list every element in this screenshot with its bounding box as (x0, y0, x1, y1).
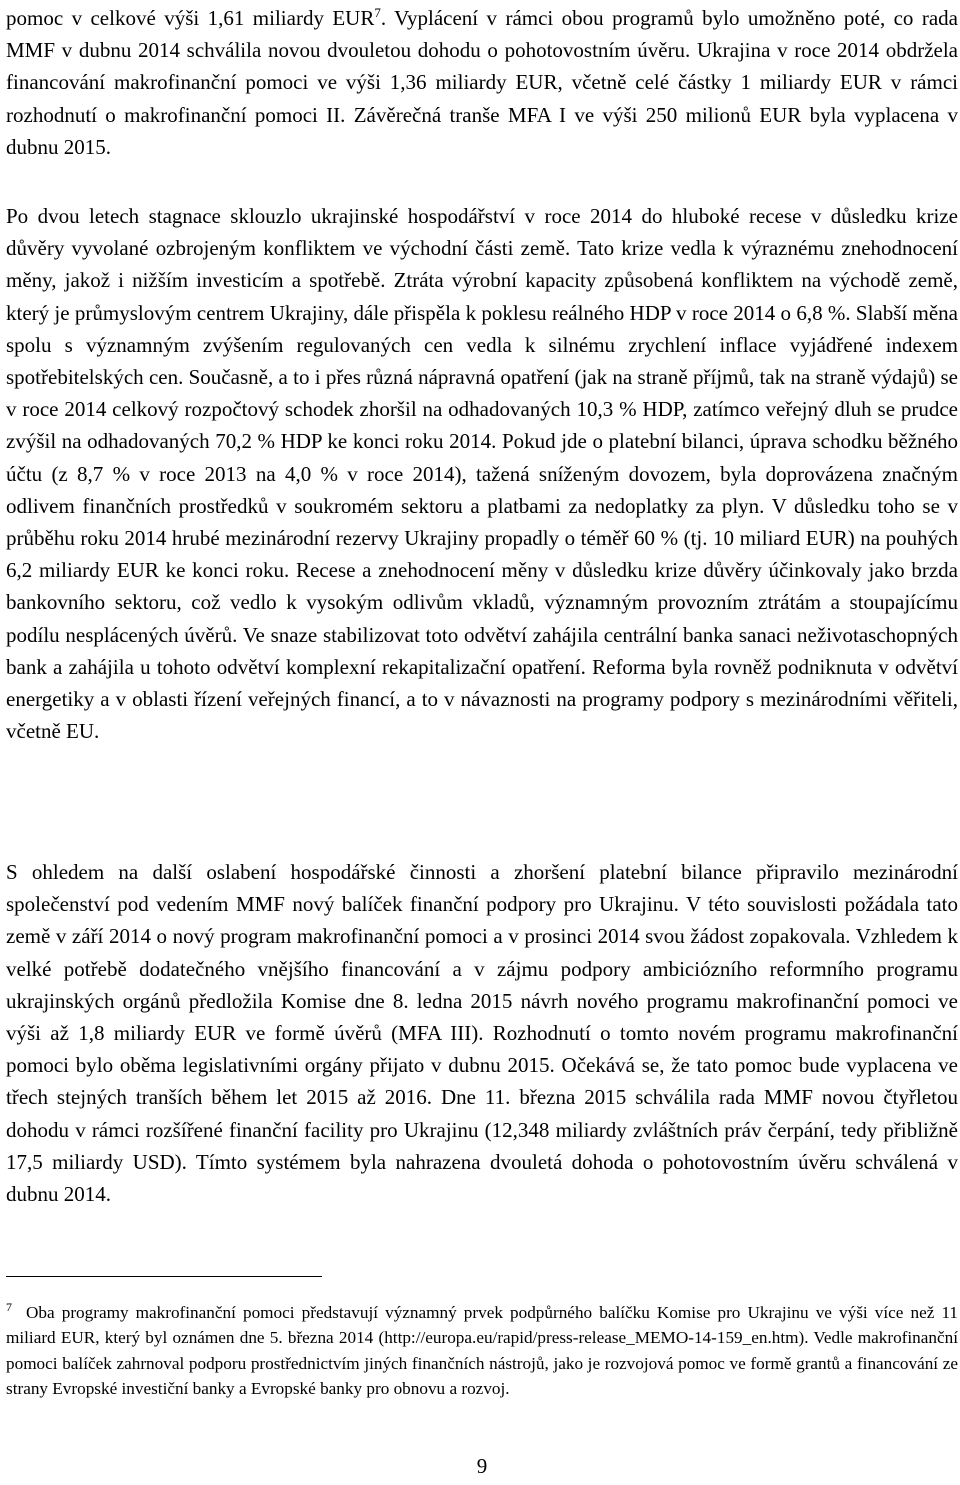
footnote-separator (6, 1276, 322, 1277)
paragraph-2: Po dvou letech stagnace sklouzlo ukrajinské hospodářství v roce 2014 do hluboké recese v důsledku krize důvěry vyvolané ozbrojeným konfliktem ve východní části země. Tato krize vedla k výraznému znehodnocení měny, jakož i nižším investicím a spotřebě. Ztráta výrobní kapacity způsobená konfliktem na východě země, který je průmyslovým centrem Ukrajiny, dále přispěla k poklesu reálného HDP v roce 2014 o 6,8 %. Slabší měna spolu s významným zvýšením regulovaných cen vedla k silnému zrychlení inflace vyjádřené indexem spotřebitelských cen. Současně, a to i přes různá nápravná opatření (jak na straně příjmů, tak na straně výdajů) se v roce 2014 celkový rozpočtový schodek zhoršil na odhadovaných 10,3 % HDP, zatímco veřejný dluh se prudce zvýšil na odhadovaných 70,2 % HDP ke konci roku 2014. Pokud jde o platební bilanci, úprava schodku běžného účtu (z 8,7 % v roce 2013 na 4,0 % v roce 2014), tažená sníženým dovozem, byla doprovázena značným odlivem finančních prostředků v soukromém sektoru a platbami za nedoplatky za plyn. V důsledku toho se v průběhu roku 2014 hrubé mezinárodní rezervy Ukrajiny propadly o téměř 60 % (tj. 10 miliard EUR) na pouhých 6,2 miliardy EUR ke konci roku. Recese a znehodnocení měny v důsledku krize důvěry účinkovaly jako brzda bankovního sektoru, což vedlo k vysokým odlivům vkladů, významným provozním ztrátám a stoupajícímu podílu nesplácených úvěrů. Ve snaze stabilizovat toto odvětví zahájila centrální banka sanaci neživotaschopných bank a zahájila u tohoto odvětví komplexní rekapitalizační opatření. Reforma byla rovněž podniknuta v odvětví energetiky a v oblasti řízení veřejných financí, a to v návaznosti na programy podpory s mezinárodními věřiteli, včetně EU. (6, 204, 958, 744)
footnote (6, 1300, 958, 1402)
page-number: 9 (476, 1454, 488, 1478)
footnote-number: 7 (6, 1300, 12, 1315)
paragraph-1 (6, 2, 958, 163)
paragraph-1-text-end: . Vyplácení v rámci obou programů bylo umožněno poté, co rada MMF v dubnu 2014 schválila novou dvouletou dohodu o pohotovostním úvěru. Ukrajina v roce 2014 obdržela financování makrofinanční pomoci ve výši 1,36 miliardy EUR, včetně celé částky 1 miliardy EUR v rámci rozhodnutí o makrofinanční pomoci II. Závěrečná tranše MFA I ve výši 250 milionů EUR byla vyplacena v dubnu 2015. (6, 6, 958, 159)
paragraph-3: S ohledem na další oslabení hospodářské činnosti a zhoršení platební bilance připravilo mezinárodní společenství pod vedením MMF nový balíček finanční podpory pro Ukrajinu. V této souvislosti požádala tato země v září 2014 o nový program makrofinanční pomoci a v prosinci 2014 svou žádost zopakovala. Vzhledem k velké potřebě dodatečného vnějšího financování a v zájmu podpory ambiciózního reformního programu ukrajinských orgánů předložila Komise dne 8. ledna 2015 návrh nového programu makrofinanční pomoci ve výši až 1,8 miliardy EUR ve formě úvěrů (MFA III). Rozhodnutí o tomto novém programu makrofinanční pomoci bylo oběma legislativními orgány přijato v dubnu 2015. Očekává se, že tato pomoc bude vyplacena ve třech stejných tranších během let 2015 až 2016. Dne 11. března 2015 schválila rada MMF novou čtyřletou dohodu v rámci rozšířené finanční facility pro Ukrajinu (12,348 miliardy zvláštních práv čerpání, tedy přibližně 17,5 miliardy USD). Tímto systémem byla nahrazena dvouletá dohoda o pohotovostním úvěru schválená v dubnu 2014. (6, 860, 958, 1207)
paragraph-1-text-start: pomoc v celkové výši 1,61 miliardy EUR (6, 6, 375, 30)
footnote-reference[interactable]: 7 (374, 5, 381, 20)
footnote-text: Oba programy makrofinanční pomoci představují významný prvek podpůrného balíčku Komise pro Ukrajinu ve výši více než 11 miliard EUR, který byl oznámen dne 5. března 2014 (http://europa.eu/rapid/press-release_MEMO-14-159_en.htm). Vedle makrofinanční pomoci balíček zahrnoval podporu prostřednictvím jiných finančních nástrojů, jako je rozvojová pomoc ve formě grantů a financování ze strany Evropské investiční banky a Evropské banky pro obnovu a rozvoj. (6, 1303, 958, 1399)
